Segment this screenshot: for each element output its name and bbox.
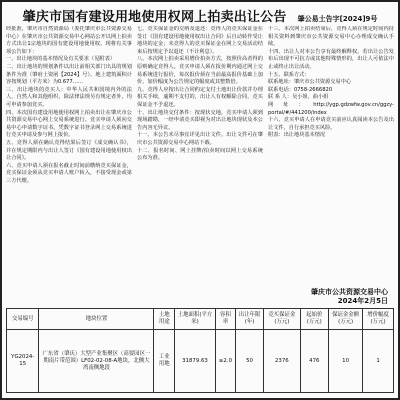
- table-cell: 1: [363, 330, 394, 393]
- paragraph: 六、竞买申请人须在报名截止时间前缴纳竞买保证金，竞买保证金须从竞买申请人账户转入，不接受现金或第三方代缴。: [6, 162, 132, 184]
- paragraph: 经批准，肇庆市自然资源局（委托肇庆市公共资源交易中心）在肇庆市公共资源交易中心网站公开以网上拍卖方式出让1宗地块的国有建设用地使用权。现将有关事项公告如下：: [6, 26, 132, 55]
- announcement-body: [6, 26, 394, 298]
- column-header: 地块位置: [39, 309, 154, 330]
- paragraph: 十三、本次网上拍卖结束后，竞得人须在规定时间内持相关资料到肇庆市公共资源交易中心办理成交确认手续。: [268, 26, 394, 48]
- paragraph: 七、竞买保证金的交纳及退还：竞得人的竞买保证金在签订《国有建设用地使用权出让合同》后自动转作受让地块的定金；未竞得人的竞买保证金在网上交易活动结束后按规定予以退还（不计利息）。: [137, 26, 263, 55]
- paragraph: 四、本次国有建设用地使用权网上拍卖出让在肇庆市公共资源交易中心网上交易系统进行。竞买申请人须向交易中心申请数字证书，凭数字证书登录网上交易系统进行竞买申请及参与网上报价。: [6, 109, 132, 139]
- paragraph: 联 系 人：吴小姐、曲小姐: [268, 94, 329, 101]
- document-number: 肇公易土告字[2024]9号: [297, 15, 378, 23]
- body-column-1: [6, 26, 132, 298]
- body-column-2: [137, 26, 263, 298]
- table-cell: 广东省（肇庆）大型产业集聚区（高要园区一期南片带范围）LF02-02-08-A地块，北侧大湾南侧地段: [39, 330, 154, 393]
- parcel-table: [6, 308, 394, 393]
- column-header: 交易编号: [7, 309, 39, 330]
- paragraph: 八、本次网上拍卖采用增价拍卖方式，按照价高者得的原则确定竞得人。竞买申请人须在报价期内通过网上交易系统进行报价，每次报价须在当前最高报价基础上加价，加价幅度为公告规定的幅度或其整数倍。: [137, 56, 263, 86]
- table-cell: YG2024-15: [7, 330, 39, 393]
- column-header: 竞买保证金(万元): [264, 309, 300, 330]
- paragraph: 联系电话：0758-2666820: [268, 86, 333, 93]
- table-cell: 工业用地: [154, 330, 175, 393]
- paragraph: 五、竞得人须在确认竞得结果后签订《成交确认书》，并在规定期限内与出让人签订《国有建设用地使用权出让合同》。: [6, 139, 132, 162]
- paragraph: 附表：出让地块基本情况: [268, 132, 326, 139]
- signature-block: [311, 288, 388, 306]
- column-header: 土地用途: [154, 309, 175, 330]
- paragraph: 网址：http://ygp.gdzwfw.gov.cn/ggzy-portal/#/441200/index: [268, 101, 394, 116]
- column-header: 容积率: [215, 309, 235, 330]
- table-cell: 31879.63: [175, 330, 216, 393]
- paragraph: 九、竞得人应按出让合同约定支付土地出让价款并办理相关手续，逾期不支付的，出让人有权解除合同，竞买保证金不予退还。: [137, 86, 263, 108]
- column-header: 土地面积(平方米): [175, 309, 216, 330]
- paragraph: 十六、竞买申请人在申请竞买前应认真阅读本公告及出让文件，自行承担竞买风险。: [268, 117, 394, 131]
- column-header: 出让年限(年): [235, 309, 263, 330]
- issue-date: 2024年2月5日: [337, 297, 388, 305]
- column-header: 保证金金额(万元): [329, 309, 363, 330]
- announcement-title: 肇庆市国有建设用地使用权网上拍卖出让公告: [22, 10, 287, 25]
- column-header: 起始价(万元): [300, 309, 328, 330]
- body-column-3: [268, 26, 394, 298]
- paragraph: 十一、本公告未尽事宜详见出让文件。出让文件可在肇庆市公共资源交易中心网站下载。: [137, 132, 263, 146]
- table-cell: 10: [329, 330, 363, 393]
- announcement-header: [2, 6, 398, 25]
- table-cell: 2376: [264, 330, 300, 393]
- table-header-row: [7, 309, 394, 330]
- paragraph: 十五、联系方式：: [268, 71, 310, 78]
- paragraph: 三、出让地块的竞买人：中华人民共和国境内外的法人、自然人和其他组织，除法律法规另有规定者外，均可申请参加竞买。: [6, 86, 132, 108]
- paragraph: 十、出让地块交付条件：按现状交地，竞买申请人须到现场踏勘，一经申请竞买即视为对出让地块现状及本公告内容无异议。: [137, 109, 263, 131]
- paragraph: 联系地址：肇庆市公共资源交易中心: [268, 79, 352, 86]
- column-header: 增价幅度(万元): [363, 309, 394, 330]
- table-cell: ≥2.0: [215, 330, 235, 393]
- paragraph: 十四、出让人对本公告享有最终解释权。若出让公告发布后出现不可抗力或其他特殊情形的，出让人可依法中止或终止出让活动。: [268, 48, 394, 70]
- paragraph: 十二、报名时间、网上挂牌/拍卖时间以网上交易系统公布为准。: [137, 147, 263, 162]
- table-cell: 476: [300, 330, 328, 393]
- paragraph: 一、出让地块的基本情况及有关要求（见附表）: [6, 56, 115, 63]
- issuing-organization: 肇庆市公共资源交易中心: [311, 288, 388, 296]
- table-cell: 50: [235, 330, 263, 393]
- table-row: [7, 330, 394, 393]
- paragraph: 二、出让地块的规划条件以出让前相关部门出具的规划条件为准（肇府土资函【2024】号）。地上建筑面积计容按规划（平方米）为0.677……: [6, 63, 132, 86]
